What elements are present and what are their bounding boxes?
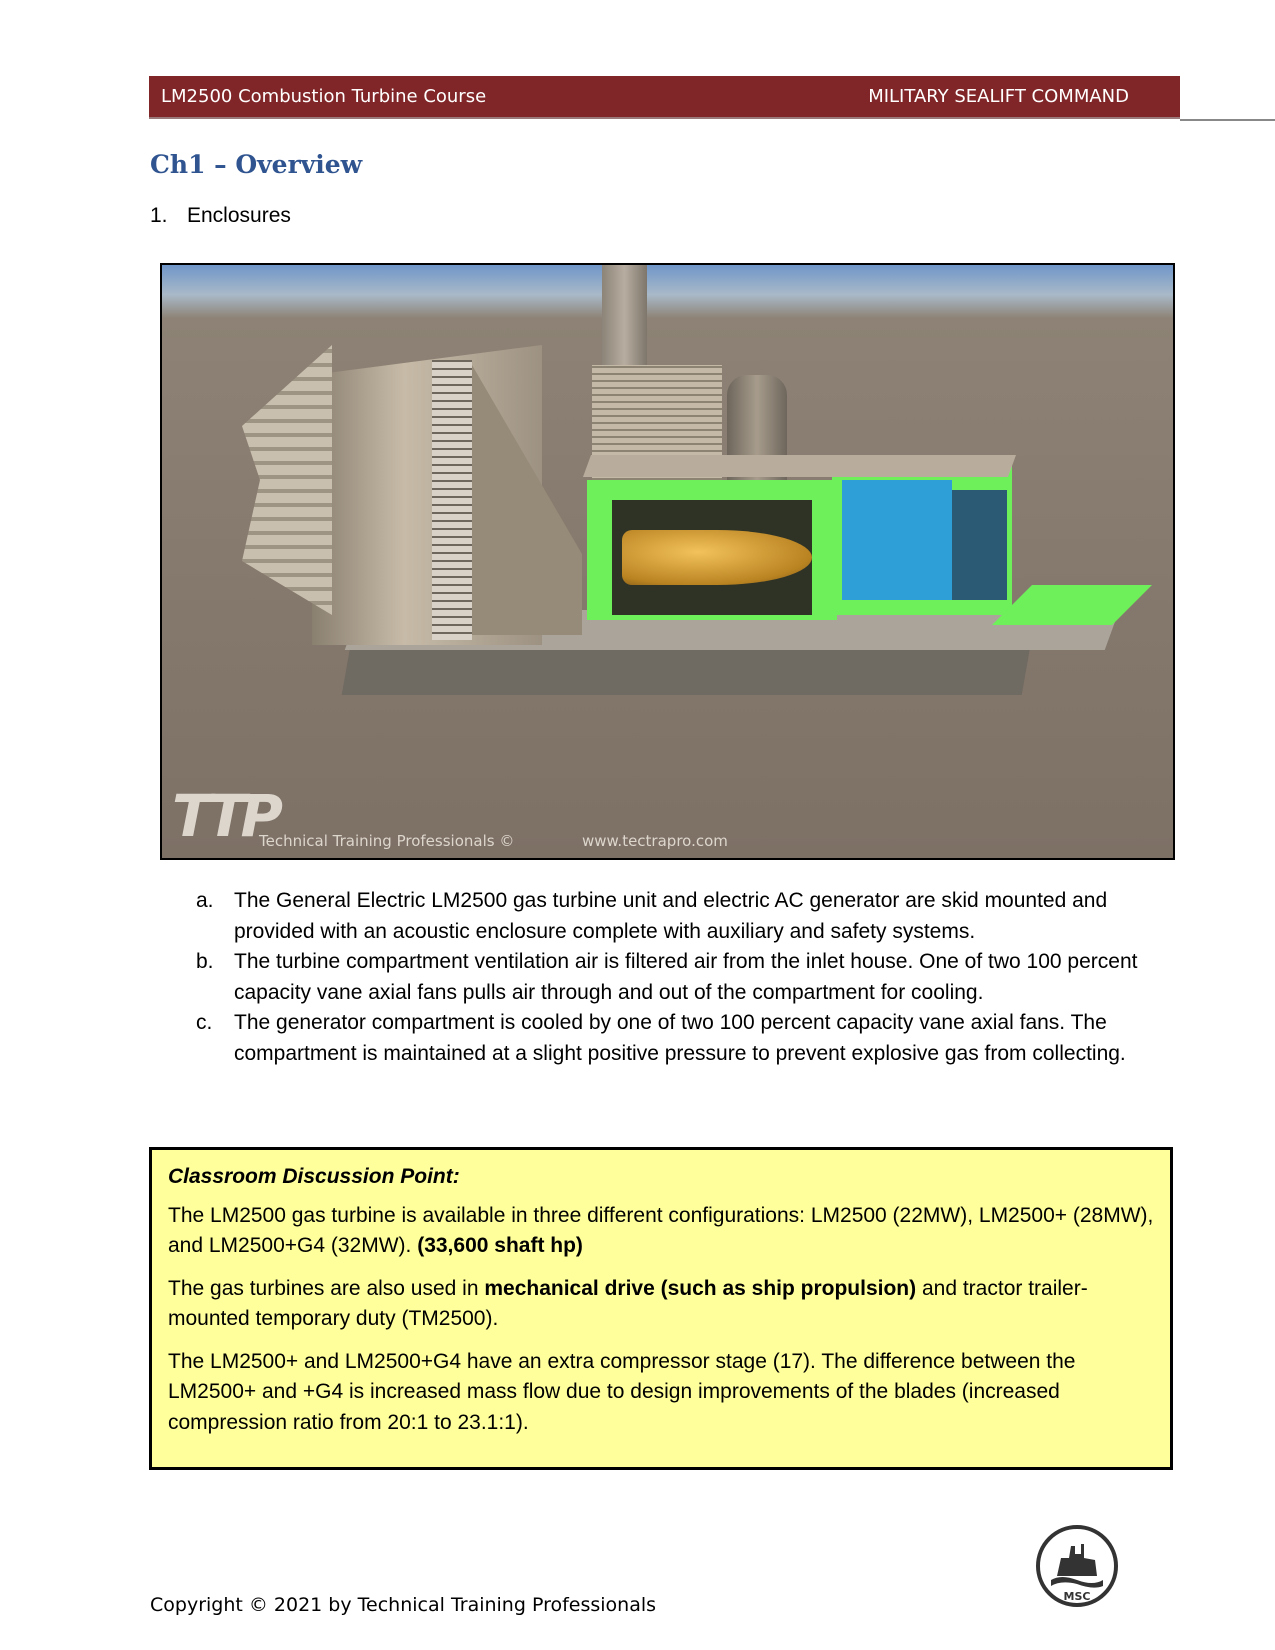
msc-logo <box>1035 1524 1119 1608</box>
list-marker: a. <box>196 889 214 912</box>
auxiliary-skid <box>952 490 1007 600</box>
discussion-text: The LM2500 gas turbine is available in three different configurations: LM2500 (22MW), LM2500+ (28MW), and LM2500+G4 (32MW). <box>168 1203 1154 1257</box>
copyright-footer: Copyright © 2021 by Technical Training Professionals <box>150 1594 657 1616</box>
organization-name: MILITARY SEALIFT COMMAND <box>868 86 1129 107</box>
shaft-hp-note: (33,600 shaft hp) <box>417 1234 583 1257</box>
discussion-text: The gas turbines are also used in <box>168 1276 485 1300</box>
enclosure-roof <box>583 455 1016 477</box>
discussion-paragraph <box>168 1274 1154 1335</box>
list-marker: b. <box>196 950 214 973</box>
discussion-heading: Classroom Discussion Point: <box>168 1165 460 1188</box>
page-header <box>149 76 1180 119</box>
mechanical-drive-note: mechanical drive (such as ship propulsion) <box>484 1276 917 1300</box>
watermark-url: www.tectrapro.com <box>582 832 728 850</box>
list-text: The General Electric LM2500 gas turbine unit and electric AC generator are skid mounted and provided with an acoustic enclosure complete with auxiliary and safety systems. <box>234 889 1108 943</box>
chapter-title: Ch1 – Overview <box>150 150 363 179</box>
discussion-callout <box>149 1147 1173 1470</box>
enclosure-illustration <box>160 263 1175 860</box>
discussion-paragraph <box>168 1201 1154 1262</box>
gas-turbine <box>622 530 812 585</box>
ttp-logo: TTP <box>172 782 277 850</box>
header-rule <box>1180 119 1275 121</box>
access-ramp <box>992 585 1152 625</box>
msc-logo-text: MSC <box>1063 1590 1091 1603</box>
list-text: The generator compartment is cooled by one of two 100 percent capacity vane axial fans. The compartment is maintained at a slight positive pressure to prevent explosive gas from collecting. <box>234 1011 1126 1065</box>
discussion-paragraph: The LM2500+ and LM2500+G4 have an extra compressor stage (17). The difference between the LM2500+ and +G4 is increased mass flow due to design improvements of the blades (increased compression ratio from 20:1 to 23.1:1). <box>168 1349 1076 1434</box>
discussion-text: and tractor trailer-mounted temporary duty (TM2500). <box>168 1276 1088 1330</box>
section-title: Enclosures <box>187 204 291 227</box>
list-marker: c. <box>196 1011 213 1034</box>
list-item <box>196 947 1166 1008</box>
list-item <box>196 1008 1166 1069</box>
enclosure-details-list <box>196 886 1166 1069</box>
section-number: 1. <box>150 204 168 227</box>
course-title: LM2500 Combustion Turbine Course <box>161 86 487 107</box>
list-text: The turbine compartment ventilation air is filtered air from the inlet house. One of two 100 percent capacity vane axial fans pulls air through and out of the compartment for cooling. <box>234 950 1138 1004</box>
inlet-filter-screen <box>432 360 472 640</box>
list-item <box>196 886 1166 947</box>
generator-compartment <box>842 480 952 600</box>
section-heading <box>150 204 291 228</box>
inlet-filter-left <box>242 345 332 615</box>
watermark-company: Technical Training Professionals © <box>259 832 515 850</box>
